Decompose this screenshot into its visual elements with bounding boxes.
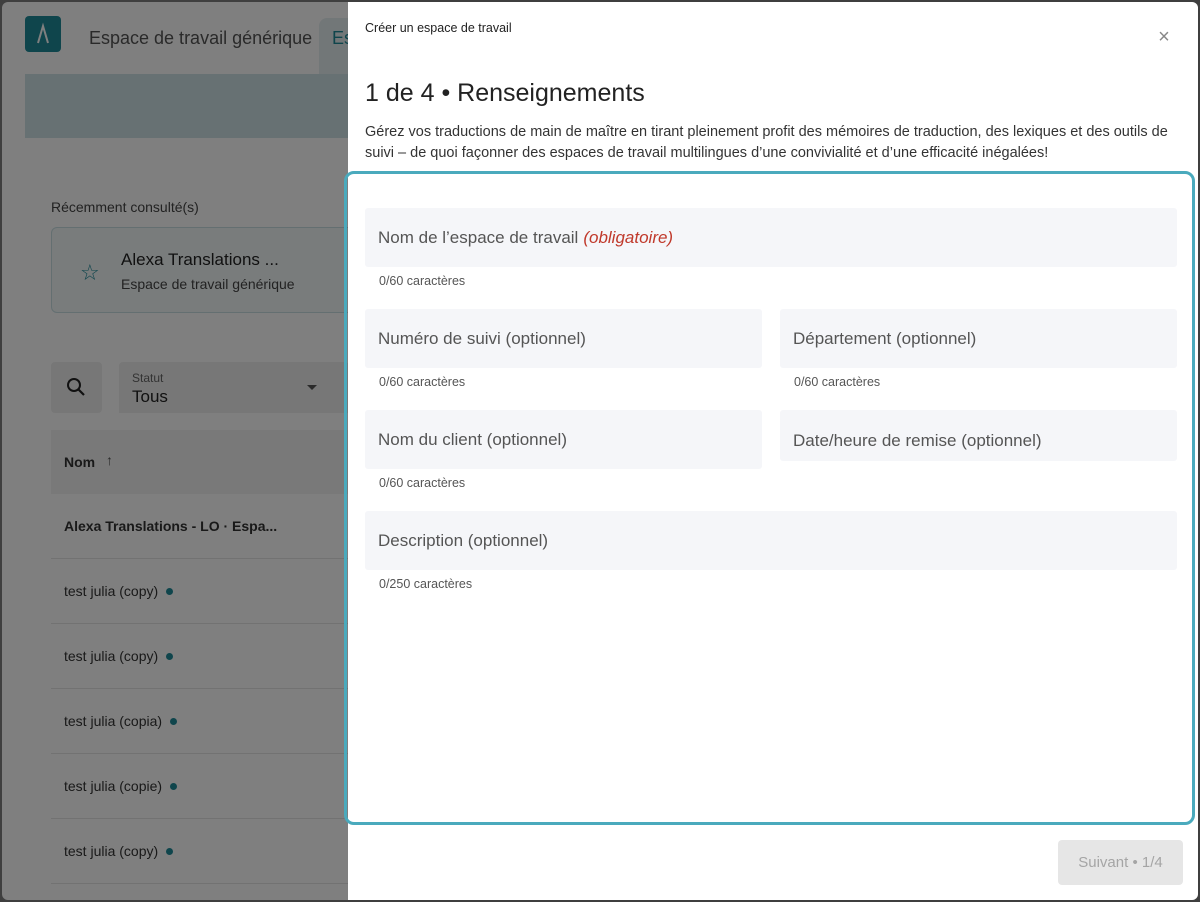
required-label: (obligatoire) xyxy=(583,227,674,247)
due-date-field[interactable] xyxy=(780,410,1177,461)
workspace-name-label: Nom de l’espace de travail xyxy=(378,227,579,247)
client-name-field[interactable] xyxy=(365,410,762,469)
form-focus-frame xyxy=(344,171,1195,825)
create-workspace-dialog xyxy=(348,2,1198,900)
department-label: Département (optionnel) xyxy=(793,328,977,348)
department-field[interactable] xyxy=(780,309,1177,368)
next-button[interactable]: Suivant • 1/4 xyxy=(1058,840,1183,885)
description-field[interactable] xyxy=(365,511,1177,570)
tracking-number-label: Numéro de suivi (optionnel) xyxy=(378,328,586,348)
tracking-number-field[interactable] xyxy=(365,309,762,368)
tracking-number-counter: 0/60 caractères xyxy=(379,375,466,389)
close-icon[interactable]: × xyxy=(1158,26,1170,48)
dialog-description: Gérez vos traductions de main de maître en tirant pleinement profit des mémoires de traduction, des lexiques et des outils de suivi – de quoi façonner des espaces de travail multilingues d’une convivialité et d’une efficacité inégalées! xyxy=(365,124,1168,161)
client-name-counter: 0/60 caractères xyxy=(379,476,466,490)
dialog-caption: Créer un espace de travail xyxy=(365,21,512,35)
description-counter: 0/250 caractères xyxy=(379,577,473,591)
due-date-label: Date/heure de remise (optionnel) xyxy=(793,430,1042,450)
workspace-name-counter: 0/60 caractères xyxy=(379,274,466,288)
client-name-label: Nom du client (optionnel) xyxy=(378,429,567,449)
department-counter: 0/60 caractères xyxy=(794,375,881,389)
dialog-title: 1 de 4 • Renseignements xyxy=(365,79,645,107)
description-label: Description (optionnel) xyxy=(378,530,549,550)
workspace-name-field[interactable] xyxy=(365,208,1177,267)
